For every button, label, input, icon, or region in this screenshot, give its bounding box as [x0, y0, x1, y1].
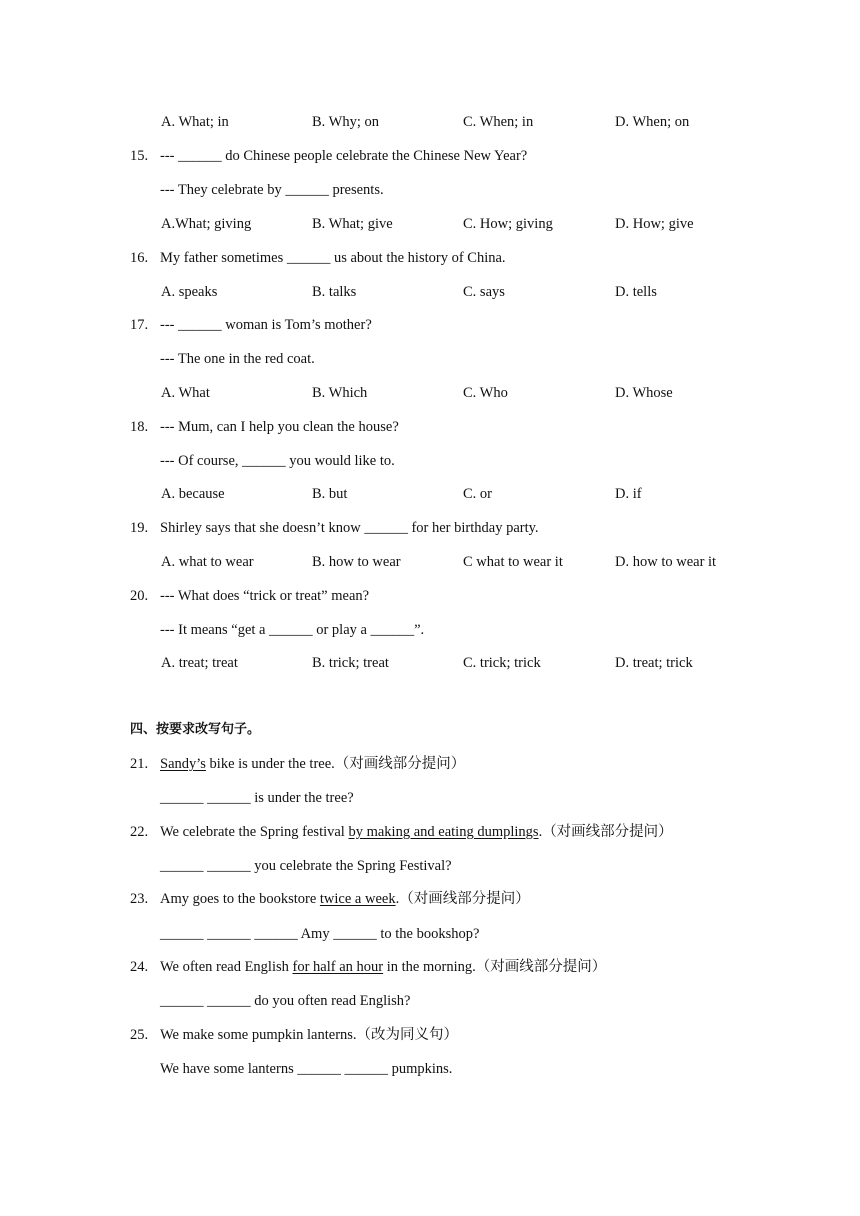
option-a: A.What; giving [161, 216, 252, 232]
question-number: 19. [130, 520, 149, 536]
text-pre: Amy goes to the bookstore [160, 891, 320, 907]
option-d: D. tells [615, 284, 657, 300]
option-a: A. What [161, 385, 210, 401]
question-text: --- Mum, can I help you clean the house? [160, 419, 399, 435]
answer-line: ______ ______ is under the tree? [160, 790, 354, 806]
question-text: --- It means “get a ______ or play a ______”. [160, 622, 425, 638]
option-d: D. if [615, 486, 642, 502]
text-pre: We celebrate the Spring festival [160, 824, 349, 840]
option-c: C. How; giving [463, 216, 553, 232]
question-number: 18. [130, 419, 149, 435]
option-a: A. speaks [161, 284, 218, 300]
underlined-part: by making and eating dumplings [348, 824, 539, 840]
option-d: D. Whose [615, 385, 673, 401]
q14-option-a: A. What; in [161, 114, 229, 130]
text-post: bike is under the tree.（对画线部分提问） [205, 756, 466, 772]
question-number: 21. [130, 756, 149, 772]
option-c: C. or [463, 486, 492, 502]
option-b: B. What; give [312, 216, 393, 232]
question-text [160, 755, 465, 773]
question-number: 25. [130, 1027, 149, 1043]
option-b: B. but [312, 486, 348, 502]
underlined-part: for half an hour [292, 959, 384, 975]
option-b: B. talks [312, 284, 357, 300]
option-c: C. trick; trick [463, 655, 541, 671]
option-c: C. says [463, 284, 505, 300]
text-post: in the morning.（对画线部分提问） [383, 959, 607, 975]
question-text: We make some pumpkin lanterns.（改为同义句） [160, 1027, 459, 1043]
option-b: B. how to wear [312, 554, 401, 570]
section-heading: 四、按要求改写句子。 [130, 722, 261, 737]
option-b: B. trick; treat [312, 655, 389, 671]
option-c: C what to wear it [463, 554, 563, 570]
question-number: 23. [130, 891, 149, 907]
question-text: --- Of course, ______ you would like to. [160, 453, 395, 469]
q14-option-b: B. Why; on [312, 114, 379, 130]
question-text [160, 823, 673, 841]
question-number: 16. [130, 250, 149, 266]
question-number: 20. [130, 588, 149, 604]
question-text: --- What does “trick or treat” mean? [160, 588, 370, 604]
question-text: --- They celebrate by ______ presents. [160, 182, 384, 198]
option-a: A. what to wear [161, 554, 254, 570]
question-text [160, 890, 530, 908]
option-d: D. how to wear it [615, 554, 717, 570]
question-number: 22. [130, 824, 149, 840]
option-c: C. Who [463, 385, 508, 401]
question-text: --- ______ woman is Tom’s mother? [160, 317, 372, 333]
text-post: .（对画线部分提问） [538, 824, 673, 840]
answer-line: ______ ______ you celebrate the Spring Festival? [160, 858, 452, 874]
question-text: --- ______ do Chinese people celebrate the Chinese New Year? [160, 148, 528, 164]
answer-line: ______ ______ do you often read English? [160, 993, 411, 1009]
answer-line: We have some lanterns ______ ______ pumpkins. [160, 1061, 453, 1077]
question-number: 24. [130, 959, 149, 975]
question-text: --- The one in the red coat. [160, 351, 315, 367]
question-text: My father sometimes ______ us about the history of China. [160, 250, 506, 266]
option-a: A. because [161, 486, 225, 502]
q14-option-d: D. When; on [615, 114, 690, 130]
question-text: Shirley says that she doesn’t know ______ for her birthday party. [160, 520, 539, 536]
q14-option-c: C. When; in [463, 114, 534, 130]
underlined-part: Sandy’s [160, 756, 206, 772]
question-text [160, 958, 606, 976]
option-a: A. treat; treat [161, 655, 238, 671]
answer-line: ______ ______ ______ Amy ______ to the bookshop? [160, 926, 480, 942]
text-pre: We often read English [160, 959, 293, 975]
option-d: D. treat; trick [615, 655, 693, 671]
option-b: B. Which [312, 385, 368, 401]
option-d: D. How; give [615, 216, 694, 232]
underlined-part: twice a week [319, 891, 396, 907]
question-number: 15. [130, 148, 149, 164]
text-post: .（对画线部分提问） [395, 891, 530, 907]
question-number: 17. [130, 317, 149, 333]
